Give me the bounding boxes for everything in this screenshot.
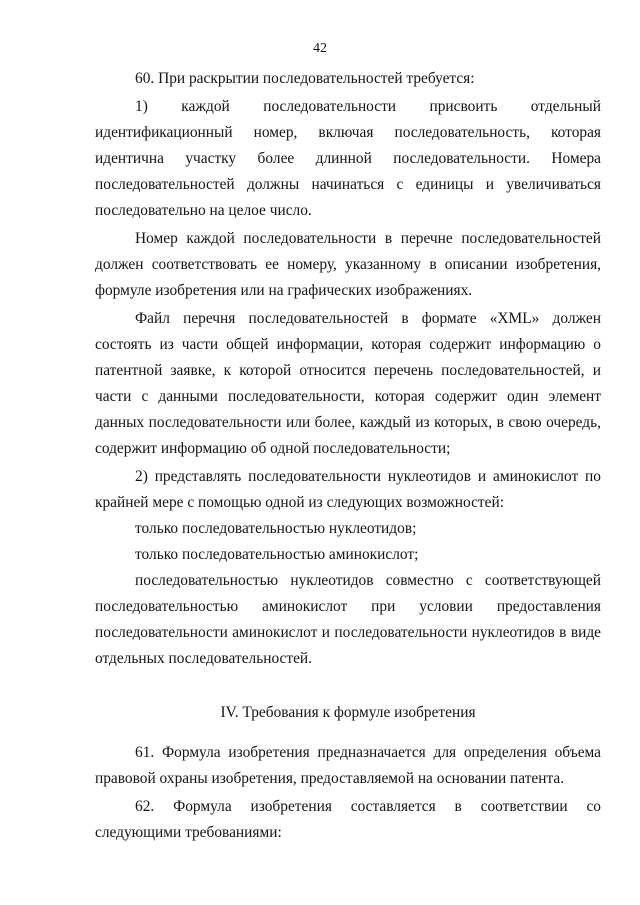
option-amino-acids-only: только последовательностью аминокислот; xyxy=(135,546,419,563)
paragraph-60-sequence-number: Номер каждой последовательности в перечне последовательностей должен соответствовать ее номеру, указанному в описании изобретения, формуле изобретения или на графических изображениях. xyxy=(95,230,601,299)
section-heading-iv: IV. Требования к формуле изобретения xyxy=(220,704,476,721)
paragraph-60-xml-file: Файл перечня последовательностей в формате «XML» должен состоять из части общей информации, которая содержит информацию о патентной заявке, к которой относится перечень последовательностей, и части с данными последовательности, которая содержит один элемент данных последовательности или более, каждый из которых, в свою очередь, содержит информацию об одной последовательности; xyxy=(95,310,601,457)
option-nucleotides-only: только последовательностью нуклеотидов; xyxy=(135,520,417,537)
paragraph-61: 61. Формула изобретения предназначается для определения объема правовой охраны изобретения, предоставляемой на основании патента. xyxy=(95,744,601,787)
paragraph-60-intro: 60. При раскрытии последовательностей требуется: xyxy=(135,70,475,87)
page-number: 42 xyxy=(313,41,327,56)
paragraph-62: 62. Формула изобретения составляется в соответствии со следующими требованиями: xyxy=(95,798,601,841)
paragraph-60-item-2: 2) представлять последовательности нуклеотидов и аминокислот по крайней мере с помощью одной из следующих возможностей: xyxy=(95,468,601,511)
page-body xyxy=(95,66,601,846)
paragraph-60-item-1: 1) каждой последовательности присвоить отдельный идентификационный номер, включая последовательность, которая идентична участку более длинной последовательности. Номера последовательностей должны начинаться с единицы и увеличиваться последовательно на целое число. xyxy=(95,98,601,219)
option-combined: последовательностью нуклеотидов совместно с соответствующей последовательностью аминокислот при условии предоставления последовательности аминокислот и последовательности нуклеотидов в виде отдельных последовательностей. xyxy=(95,572,601,667)
